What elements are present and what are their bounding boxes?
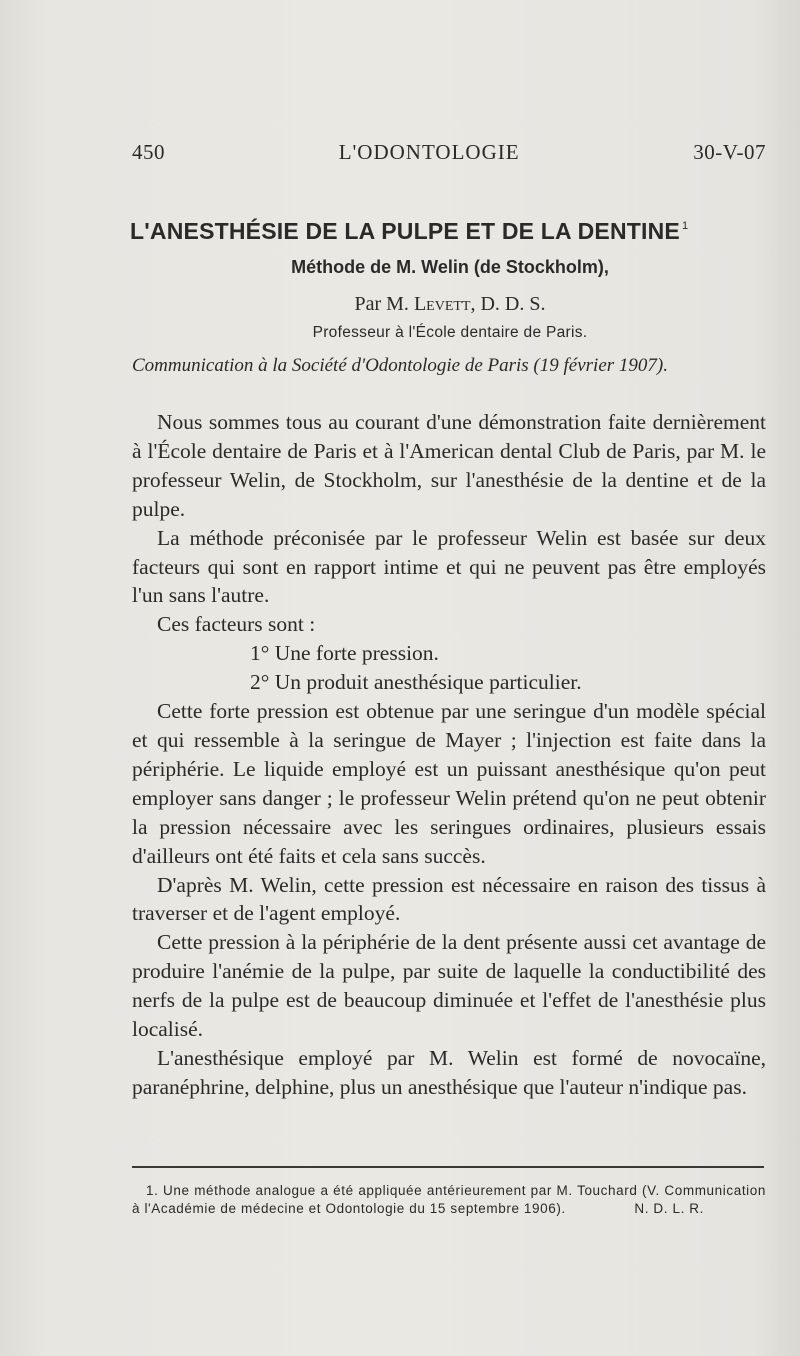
journal-title: L'ODONTOLOGIE <box>338 140 520 164</box>
article-body <box>132 408 766 1102</box>
article-subtitle: Méthode de M. Welin (de Stockholm), <box>291 257 609 277</box>
footnote-text: 1. Une méthode analogue a été appliquée antérieurement par M. Touchard (V. Communication à l'Académie de médecine et Odontologie du 15 septembre 1906). <box>132 1183 766 1216</box>
issue-date: 30-V-07 <box>693 140 766 164</box>
author-name: Levett <box>413 293 471 315</box>
paragraph: Ces facteurs sont : <box>157 612 316 637</box>
paragraph: La méthode préconisée par le professeur Welin est basée sur deux facteurs qui sont en rapport intime et qui ne peuvent pas être employés l'un sans l'autre. <box>132 525 766 608</box>
author-affiliation: Professeur à l'École dentaire de Paris. <box>312 324 588 341</box>
title-footnote-mark: 1 <box>681 220 689 232</box>
page-number: 450 <box>132 140 165 164</box>
article-title <box>130 218 770 245</box>
communication-note: Communication à la Société d'Odontologie de Paris (19 février 1907). <box>132 355 668 376</box>
author-suffix: , D. D. S. <box>470 293 546 315</box>
paragraph: Cette pression à la périphérie de la dent présente aussi cet avantage de produire l'anémie de la pulpe, par suite de laquelle la conductibilité des nerfs de la pulpe est de beaucoup diminuée et l'effet de l'anesthésie plus localisé. <box>132 930 766 1042</box>
paragraph: L'anesthésique employé par M. Welin est formé de novocaïne, paranéphrine, delphine, plus un anesthésique que l'auteur n'indique pas. <box>132 1045 766 1099</box>
paragraph: Cette forte pression est obtenue par une seringue d'un modèle spécial et qui ressemble à la seringue de Mayer ; l'injection est faite dans la périphérie. Le liquide employé est un puissant anesthésique qu'on peut employer sans danger ; le professeur Welin prétend qu'on ne peut obtenir la pression nécessaire avec les seringues ordinaires, plusieurs essais d'ailleurs ont été faits et cela sans succès. <box>132 699 766 868</box>
list-item: 1° Une forte pression. <box>250 641 439 666</box>
footnote <box>132 1182 766 1218</box>
author-prefix: Par M. <box>354 293 409 315</box>
footnote-divider <box>132 1166 764 1168</box>
running-header <box>132 140 766 165</box>
paragraph: Nous sommes tous au courant d'une démonstration faite dernièrement à l'École dentaire de Paris et à l'American dental Club de Paris, par M. le professeur Welin, de Stockholm, sur l'anesthésie de la dentine et de la pulpe. <box>132 410 766 521</box>
list-item: 2° Un produit anesthésique particulier. <box>250 670 582 695</box>
paragraph: D'après M. Welin, cette pression est nécessaire en raison des tissus à traverser et de l'agent employé. <box>132 872 766 926</box>
footnote-signature: N. D. L. R. <box>634 1201 704 1216</box>
article-title-text: L'ANESTHÉSIE DE LA PULPE ET DE LA DENTINE <box>130 218 680 244</box>
author-line <box>130 293 770 316</box>
